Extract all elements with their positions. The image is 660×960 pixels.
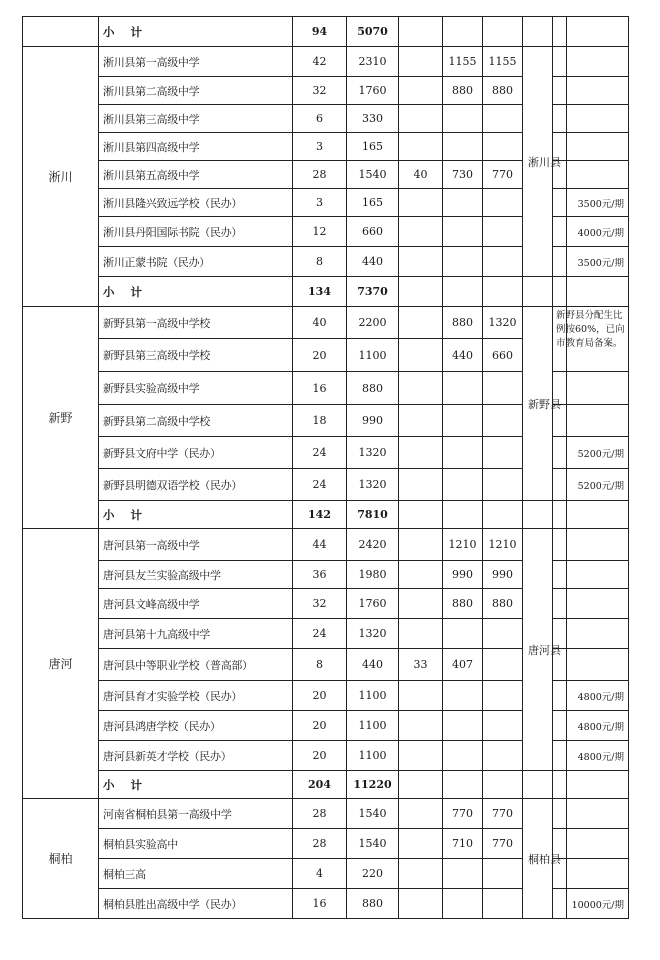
quota-col-6: 880 (483, 77, 523, 105)
class-count: 36 (293, 561, 347, 589)
quota-col-6: 770 (483, 799, 523, 829)
student-count: 990 (347, 405, 399, 437)
class-count: 3 (293, 189, 347, 217)
table-row (23, 561, 567, 589)
note-cell (553, 47, 629, 77)
quota-col-6 (483, 405, 523, 437)
quota-col-5 (443, 889, 483, 919)
note-cell (553, 372, 629, 405)
school-name: 唐河县鸿唐学校（民办） (99, 711, 293, 741)
school-name: 唐河县第一高级中学 (99, 529, 293, 561)
table-row (23, 799, 567, 829)
subtotal-students: 11220 (347, 771, 399, 799)
empty-cell (399, 771, 443, 799)
quota-col-5: 730 (443, 161, 483, 189)
quota-col-4 (399, 247, 443, 277)
quota-col-5 (443, 133, 483, 161)
class-count: 8 (293, 649, 347, 681)
class-count: 3 (293, 133, 347, 161)
class-count: 8 (293, 247, 347, 277)
student-count: 1540 (347, 161, 399, 189)
county-name: 淅川县 (523, 47, 567, 277)
quota-col-5 (443, 372, 483, 405)
class-count: 20 (293, 339, 347, 372)
school-name: 新野县第三高级中学校 (99, 339, 293, 372)
class-count: 24 (293, 619, 347, 649)
note-cell (553, 105, 629, 133)
quota-col-4 (399, 741, 443, 771)
school-name: 唐河县育才实验学校（民办） (99, 681, 293, 711)
note-cell (553, 77, 629, 105)
student-count: 1760 (347, 589, 399, 619)
quota-col-5: 880 (443, 77, 483, 105)
quota-col-6 (483, 619, 523, 649)
student-count: 1100 (347, 339, 399, 372)
quota-col-6 (483, 859, 523, 889)
subtotal-label: 小 计 (99, 501, 293, 529)
empty-cell (399, 277, 443, 307)
note-cell (553, 829, 629, 859)
quota-col-4 (399, 77, 443, 105)
region-group (23, 529, 567, 799)
quota-col-4 (399, 217, 443, 247)
note-cell: 4800元/期 (553, 681, 629, 711)
quota-col-6 (483, 437, 523, 469)
notes-column (552, 16, 629, 919)
quota-col-5 (443, 711, 483, 741)
subtotal-row (23, 277, 567, 307)
student-count: 2200 (347, 307, 399, 339)
class-count: 28 (293, 829, 347, 859)
note-cell: 新野县分配生比例按60%，已向市教育局备案。 (553, 307, 629, 372)
school-name: 淅川县丹阳国际书院（民办） (99, 217, 293, 247)
quota-col-5 (443, 619, 483, 649)
county-name: 桐柏县 (523, 799, 567, 919)
table-row (23, 247, 567, 277)
class-count: 28 (293, 799, 347, 829)
quota-col-5: 880 (443, 589, 483, 619)
quota-col-5: 1155 (443, 47, 483, 77)
student-count: 2420 (347, 529, 399, 561)
table-row (23, 741, 567, 771)
class-count: 24 (293, 437, 347, 469)
student-count: 165 (347, 189, 399, 217)
empty-cell (399, 17, 443, 47)
quota-col-4 (399, 889, 443, 919)
quota-col-5 (443, 247, 483, 277)
note-cell (553, 501, 629, 529)
school-name: 桐柏三高 (99, 859, 293, 889)
empty-cell (483, 771, 523, 799)
quota-col-4 (399, 799, 443, 829)
quota-col-6: 1210 (483, 529, 523, 561)
table-row (23, 217, 567, 247)
class-count: 12 (293, 217, 347, 247)
county-name: 唐河县 (523, 529, 567, 771)
quota-col-6: 880 (483, 589, 523, 619)
school-name: 淅川县第四高级中学 (99, 133, 293, 161)
quota-col-5 (443, 217, 483, 247)
quota-col-4 (399, 829, 443, 859)
note-cell (553, 405, 629, 437)
quota-col-5 (443, 405, 483, 437)
county-name: 新野县 (523, 307, 567, 501)
table-row (23, 105, 567, 133)
quota-col-6 (483, 189, 523, 217)
quota-col-6 (483, 133, 523, 161)
subtotal-count: 204 (293, 771, 347, 799)
school-name: 淅川县第二高级中学 (99, 77, 293, 105)
student-count: 1540 (347, 829, 399, 859)
empty-cell (483, 17, 523, 47)
quota-col-6: 660 (483, 339, 523, 372)
table-row (23, 711, 567, 741)
quota-col-5 (443, 189, 483, 217)
quota-col-4 (399, 589, 443, 619)
school-name: 唐河县文峰高级中学 (99, 589, 293, 619)
quota-col-6 (483, 711, 523, 741)
table-row (23, 529, 567, 561)
quota-col-5 (443, 859, 483, 889)
school-name: 淅川县隆兴致远学校（民办） (99, 189, 293, 217)
note-cell (553, 589, 629, 619)
quota-col-4 (399, 469, 443, 501)
subtotal-count: 142 (293, 501, 347, 529)
subtotal-students: 7370 (347, 277, 399, 307)
note-cell: 4800元/期 (553, 741, 629, 771)
quota-col-4 (399, 307, 443, 339)
region-name: 桐柏 (23, 799, 99, 919)
student-count: 440 (347, 247, 399, 277)
note-cell (553, 799, 629, 829)
quota-col-4 (399, 529, 443, 561)
quota-col-6: 770 (483, 829, 523, 859)
table-row (23, 133, 567, 161)
class-count: 42 (293, 47, 347, 77)
quota-col-6 (483, 889, 523, 919)
school-name: 桐柏县实验高中 (99, 829, 293, 859)
quota-col-6 (483, 649, 523, 681)
quota-col-4 (399, 189, 443, 217)
school-name: 新野县第二高级中学校 (99, 405, 293, 437)
note-cell (553, 619, 629, 649)
quota-col-4 (399, 437, 443, 469)
table-row (23, 829, 567, 859)
quota-col-5 (443, 469, 483, 501)
quota-col-4 (399, 47, 443, 77)
quota-col-5: 770 (443, 799, 483, 829)
region-group (23, 799, 567, 919)
region-name: 淅川 (23, 47, 99, 307)
school-name: 唐河县第十九高级中学 (99, 619, 293, 649)
empty-cell (443, 277, 483, 307)
quota-col-5 (443, 681, 483, 711)
class-count: 20 (293, 681, 347, 711)
quota-col-4 (399, 105, 443, 133)
table-row (23, 437, 567, 469)
region-cell (23, 17, 99, 47)
note-cell: 5200元/期 (553, 437, 629, 469)
student-count: 1100 (347, 711, 399, 741)
note-cell: 3500元/期 (553, 247, 629, 277)
quota-col-4 (399, 133, 443, 161)
student-count: 880 (347, 372, 399, 405)
note-cell (553, 561, 629, 589)
quota-col-4: 33 (399, 649, 443, 681)
quota-col-5: 990 (443, 561, 483, 589)
subtotal-row (23, 501, 567, 529)
table-row (23, 619, 567, 649)
school-name: 桐柏县胜出高级中学（民办） (99, 889, 293, 919)
school-name: 唐河县中等职业学校（普高部） (99, 649, 293, 681)
class-count: 24 (293, 469, 347, 501)
student-count: 1760 (347, 77, 399, 105)
empty-cell (483, 501, 523, 529)
school-name: 唐河县新英才学校（民办） (99, 741, 293, 771)
quota-col-5: 710 (443, 829, 483, 859)
quota-col-6 (483, 469, 523, 501)
student-count: 1320 (347, 469, 399, 501)
quota-col-5: 407 (443, 649, 483, 681)
student-count: 1980 (347, 561, 399, 589)
quota-col-4 (399, 372, 443, 405)
class-count: 16 (293, 889, 347, 919)
enrollment-table (22, 16, 567, 919)
quota-col-6 (483, 247, 523, 277)
table-row (23, 589, 567, 619)
table-row (23, 469, 567, 501)
quota-col-4 (399, 405, 443, 437)
subtotal-students: 5070 (347, 17, 399, 47)
quota-col-6: 1155 (483, 47, 523, 77)
student-count: 1100 (347, 741, 399, 771)
quota-col-4 (399, 859, 443, 889)
region-group (23, 307, 567, 529)
region-group (23, 47, 567, 307)
quota-col-6 (483, 105, 523, 133)
table-row (23, 889, 567, 919)
class-count: 32 (293, 589, 347, 619)
school-name: 新野县第一高级中学校 (99, 307, 293, 339)
subtotal-count: 94 (293, 17, 347, 47)
student-count: 440 (347, 649, 399, 681)
note-cell (553, 161, 629, 189)
table-row (23, 372, 567, 405)
quota-col-6: 770 (483, 161, 523, 189)
class-count: 32 (293, 77, 347, 105)
empty-cell (483, 277, 523, 307)
note-cell (553, 859, 629, 889)
subtotal-label: 小 计 (99, 277, 293, 307)
class-count: 4 (293, 859, 347, 889)
note-cell (553, 17, 629, 47)
school-name: 新野县文府中学（民办） (99, 437, 293, 469)
class-count: 44 (293, 529, 347, 561)
student-count: 660 (347, 217, 399, 247)
quota-col-4: 40 (399, 161, 443, 189)
quota-col-4 (399, 339, 443, 372)
table-row (23, 339, 567, 372)
school-name: 唐河县友兰实验高级中学 (99, 561, 293, 589)
table-row (23, 307, 567, 339)
student-count: 165 (347, 133, 399, 161)
quota-col-4 (399, 681, 443, 711)
quota-col-6 (483, 681, 523, 711)
student-count: 220 (347, 859, 399, 889)
note-cell (553, 771, 629, 799)
student-count: 1320 (347, 619, 399, 649)
table-row (23, 189, 567, 217)
subtotal-row (23, 17, 567, 47)
table-row (23, 859, 567, 889)
quota-col-6 (483, 741, 523, 771)
table-row (23, 161, 567, 189)
note-cell: 4000元/期 (553, 217, 629, 247)
student-count: 330 (347, 105, 399, 133)
note-cell: 4800元/期 (553, 711, 629, 741)
empty-cell (399, 501, 443, 529)
quota-col-6: 990 (483, 561, 523, 589)
table-row (23, 681, 567, 711)
class-count: 20 (293, 711, 347, 741)
student-count: 1320 (347, 437, 399, 469)
class-count: 16 (293, 372, 347, 405)
quota-col-4 (399, 711, 443, 741)
note-cell: 5200元/期 (553, 469, 629, 501)
empty-cell (443, 501, 483, 529)
quota-col-5 (443, 105, 483, 133)
quota-col-6 (483, 217, 523, 247)
student-count: 1540 (347, 799, 399, 829)
student-count: 880 (347, 889, 399, 919)
region-name: 新野 (23, 307, 99, 529)
quota-col-5: 440 (443, 339, 483, 372)
school-name: 淅川正蒙书院（民办） (99, 247, 293, 277)
class-count: 28 (293, 161, 347, 189)
quota-col-5: 880 (443, 307, 483, 339)
note-cell: 10000元/期 (553, 889, 629, 919)
school-name: 新野县实验高级中学 (99, 372, 293, 405)
student-count: 1100 (347, 681, 399, 711)
table-row (23, 77, 567, 105)
table-row (23, 649, 567, 681)
subtotal-row (23, 771, 567, 799)
student-count: 2310 (347, 47, 399, 77)
subtotal-students: 7810 (347, 501, 399, 529)
empty-cell (443, 17, 483, 47)
class-count: 18 (293, 405, 347, 437)
note-cell (553, 529, 629, 561)
quota-col-6 (483, 372, 523, 405)
school-name: 淅川县第三高级中学 (99, 105, 293, 133)
region-name: 唐河 (23, 529, 99, 799)
school-name: 新野县明德双语学校（民办） (99, 469, 293, 501)
class-count: 20 (293, 741, 347, 771)
quota-col-5: 1210 (443, 529, 483, 561)
empty-cell (443, 771, 483, 799)
class-count: 6 (293, 105, 347, 133)
class-count: 40 (293, 307, 347, 339)
subtotal-label: 小 计 (99, 771, 293, 799)
school-name: 淅川县第五高级中学 (99, 161, 293, 189)
note-cell (553, 277, 629, 307)
quota-col-6: 1320 (483, 307, 523, 339)
note-cell: 3500元/期 (553, 189, 629, 217)
note-cell (553, 649, 629, 681)
quota-col-4 (399, 619, 443, 649)
subtotal-label: 小 计 (99, 17, 293, 47)
school-name: 河南省桐柏县第一高级中学 (99, 799, 293, 829)
note-cell (553, 133, 629, 161)
table-row (23, 405, 567, 437)
quota-col-5 (443, 437, 483, 469)
quota-col-4 (399, 561, 443, 589)
table-row (23, 47, 567, 77)
quota-col-5 (443, 741, 483, 771)
subtotal-count: 134 (293, 277, 347, 307)
school-name: 淅川县第一高级中学 (99, 47, 293, 77)
